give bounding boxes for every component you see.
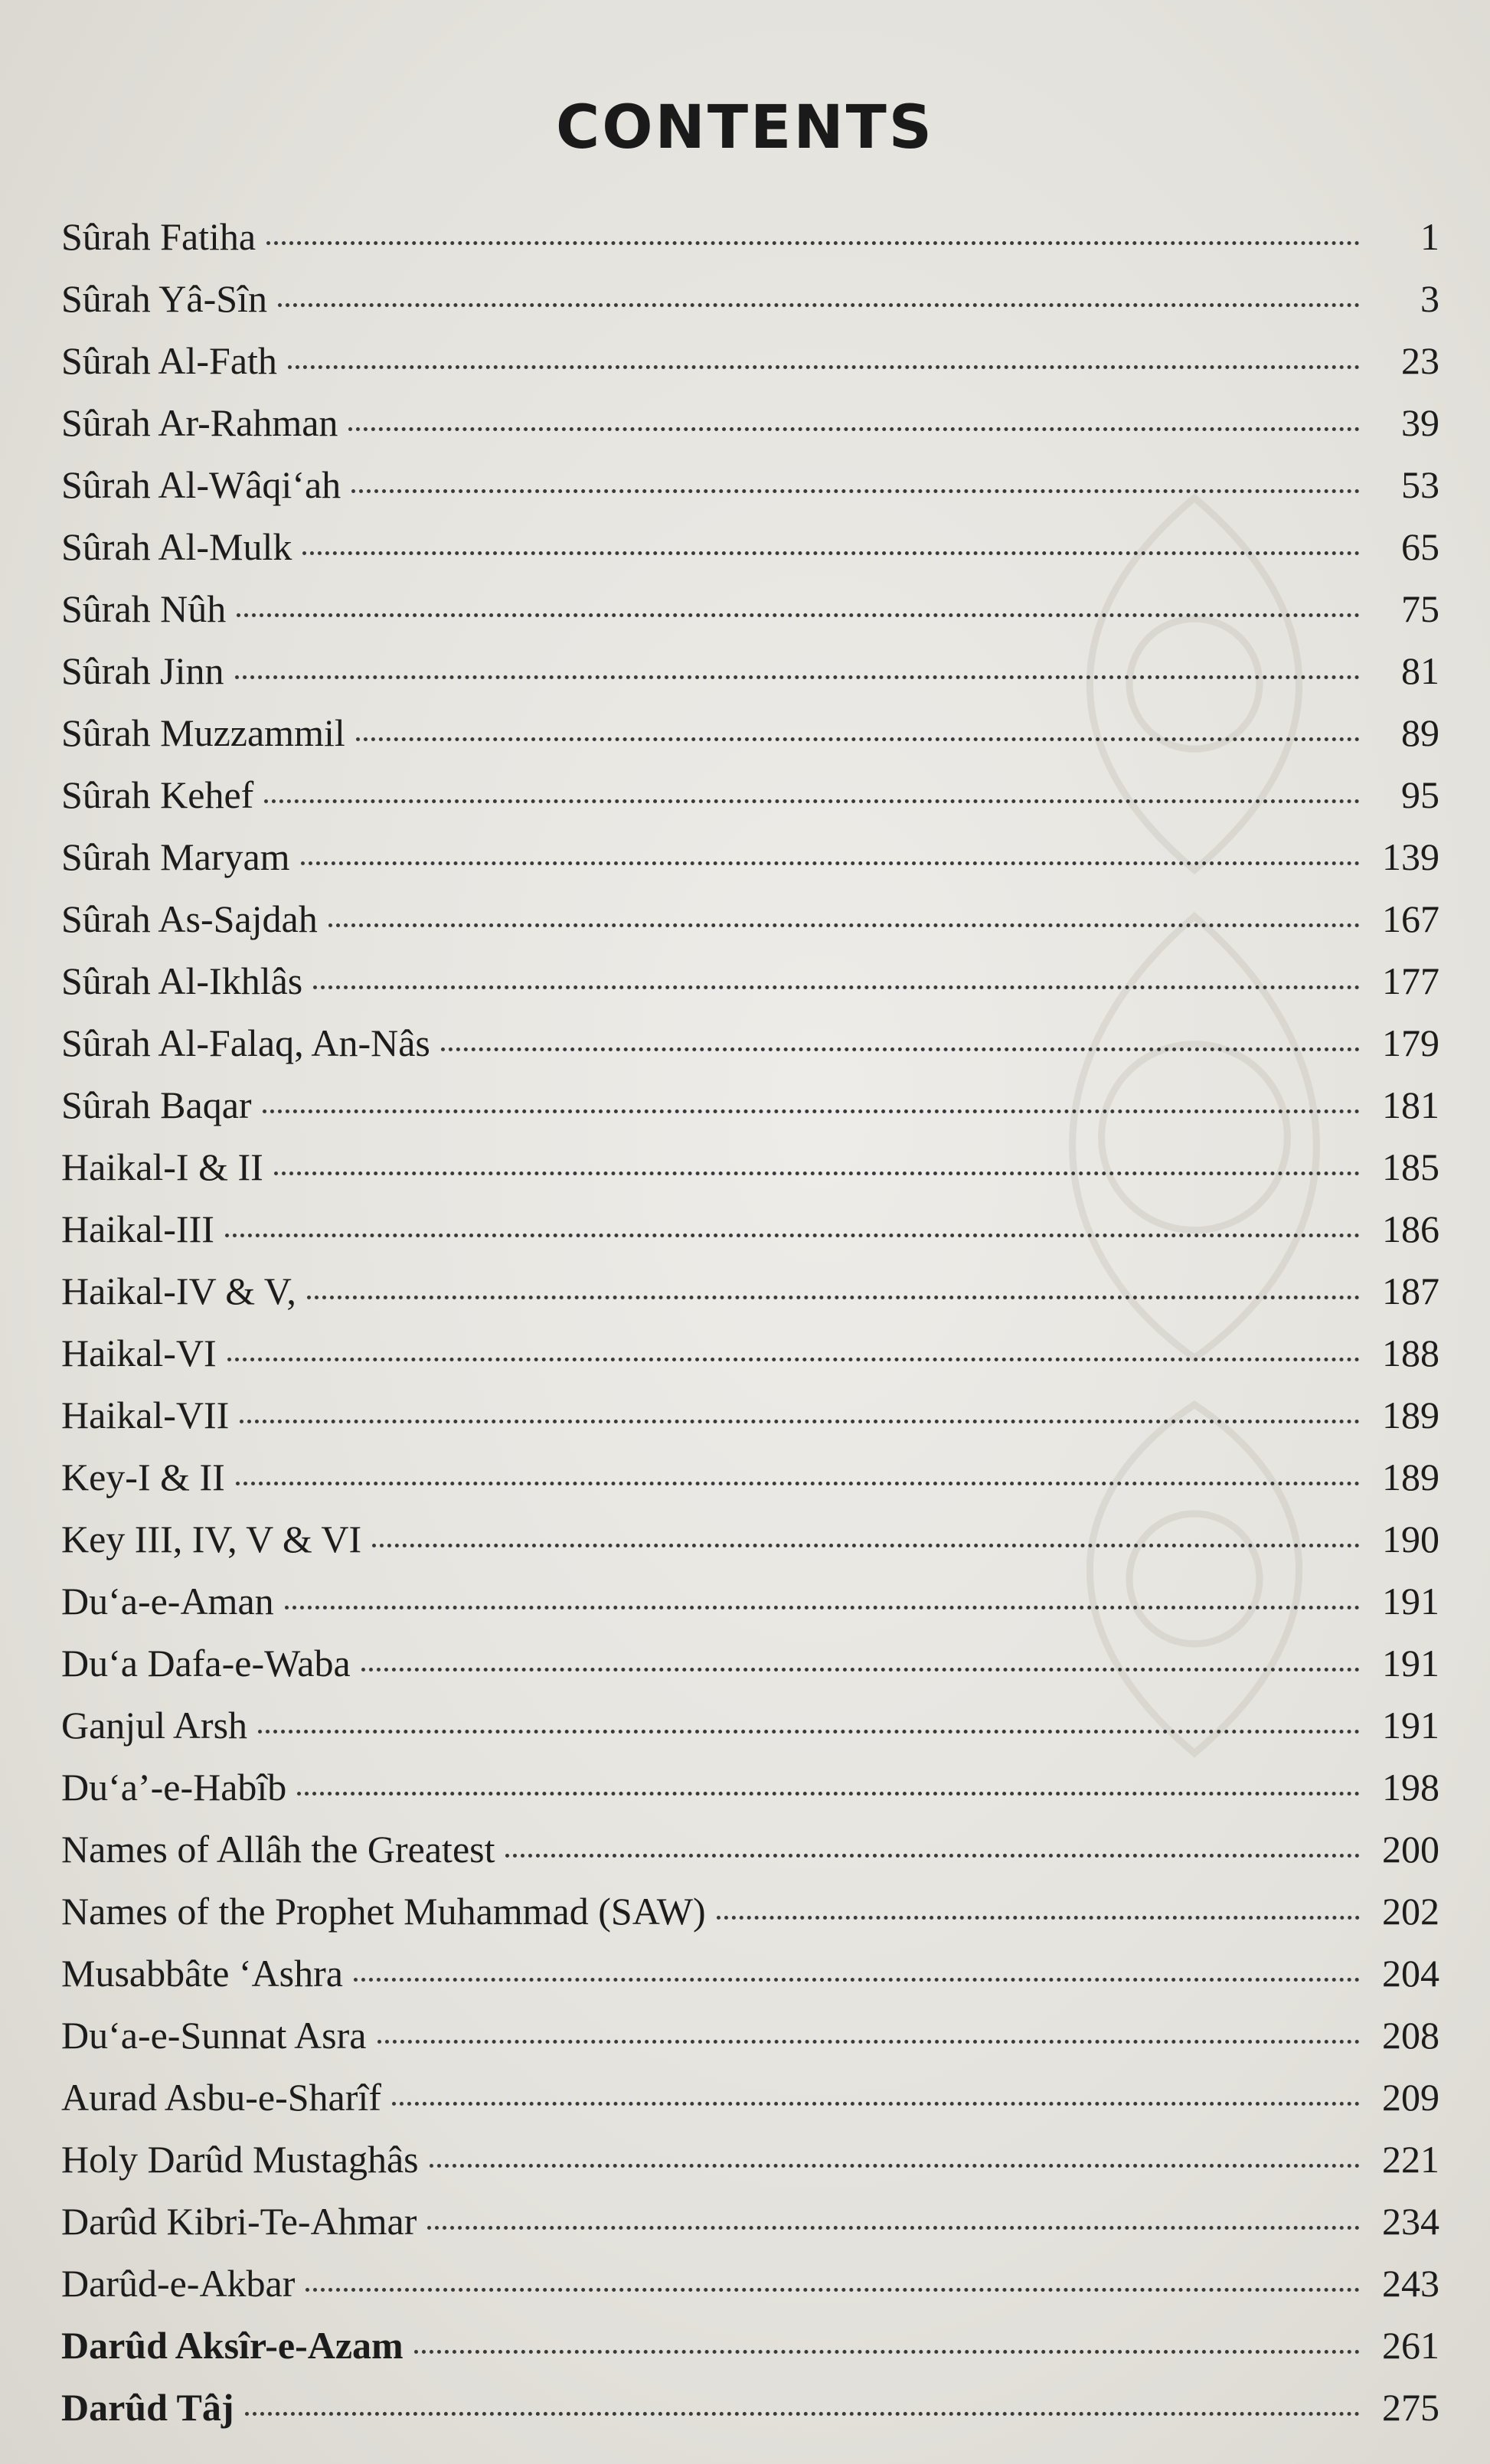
entry-title: Sûrah Yâ-Sîn [61,277,267,320]
entry-page-number: 1 [1420,215,1439,258]
dot-leader [427,2226,1360,2230]
dot-leader [372,1544,1360,1547]
contents-entry [61,1703,1439,1765]
dot-leader [263,1109,1360,1113]
entry-page-number: 187 [1382,1270,1439,1312]
dot-leader [356,737,1360,741]
page-title: CONTENTS [556,93,934,163]
contents-entry [61,1083,1439,1145]
contents-entry [61,1517,1439,1579]
entry-title: Du‘a-e-Aman [61,1580,274,1623]
entry-page-number: 89 [1401,711,1439,754]
dot-leader [354,1978,1360,1982]
contents-entry [61,1889,1439,1951]
contents-entry [61,587,1439,649]
entry-page-number: 3 [1420,277,1439,320]
entry-title: Sûrah Al-Fath [61,339,277,382]
contents-entry [61,1393,1439,1455]
dot-leader [414,2350,1360,2354]
entry-title: Sûrah Al-Ikhlâs [61,959,303,1002]
entry-page-number: 53 [1401,463,1439,506]
entry-title: Haikal-III [61,1207,214,1250]
contents-entry [61,649,1439,711]
contents-entry [61,1951,1439,2013]
entry-page-number: 65 [1401,525,1439,568]
entry-title: Key III, IV, V & VI [61,1518,362,1560]
entry-title: Sûrah Jinn [61,649,224,692]
entry-title: Key-I & II [61,1456,225,1498]
dot-leader [505,1854,1360,1858]
entry-page-number: 261 [1382,2324,1439,2367]
contents-list [61,214,1439,2447]
dot-leader [717,1916,1360,1920]
contents-entry [61,2137,1439,2199]
contents-entry [61,1579,1439,1641]
entry-page-number: 190 [1382,1518,1439,1560]
entry-page-number: 204 [1382,1952,1439,1995]
entry-title: Sûrah Al-Falaq, An-Nâs [61,1021,430,1064]
entry-title: Darûd Kibri-Te-Ahmar [61,2200,417,2243]
entry-title: Sûrah Al-Wâqi‘ah [61,463,341,506]
entry-title: Sûrah Fatiha [61,215,257,258]
entry-page-number: 139 [1382,835,1439,878]
entry-page-number: 221 [1382,2138,1439,2181]
dot-leader [377,2040,1361,2044]
contents-entry [61,214,1439,276]
entry-title: Sûrah Maryam [61,835,290,878]
entry-title: Names of the Prophet Muhammad (SAW) [61,1890,706,1933]
contents-entry [61,276,1439,338]
entry-page-number: 185 [1382,1145,1439,1188]
dot-leader [392,2102,1360,2106]
contents-entry [61,1145,1439,1207]
dot-leader [328,923,1360,927]
entry-title: Du‘a’-e-Habîb [61,1766,287,1809]
dot-leader [240,1420,1360,1423]
contents-entry [61,773,1439,835]
contents-entry [61,897,1439,959]
contents-entry [61,1827,1439,1889]
contents-entry [61,1021,1439,1083]
entry-page-number: 181 [1382,1083,1439,1126]
contents-entry [61,1207,1439,1269]
entry-page-number: 75 [1401,587,1439,630]
dot-leader [236,1482,1360,1485]
entry-title: Sûrah Al-Mulk [61,525,292,568]
entry-page-number: 200 [1382,1828,1439,1871]
contents-entry [61,524,1439,587]
entry-page-number: 209 [1382,2076,1439,2119]
entry-title: Sûrah Ar-Rahman [61,401,338,444]
entry-title: Haikal-VI [61,1332,217,1374]
contents-entry [61,338,1439,400]
contents-entry [61,1269,1439,1331]
dot-leader [264,799,1360,803]
contents-entry [61,2013,1439,2075]
contents-entry [61,462,1439,524]
entry-title: Haikal-I & II [61,1145,263,1188]
dot-leader [301,861,1360,865]
entry-title: Haikal-IV & V, [61,1270,296,1312]
contents-entry [61,400,1439,462]
entry-page-number: 243 [1382,2262,1439,2305]
dot-leader [274,1172,1360,1175]
dot-leader [266,241,1360,245]
entry-page-number: 177 [1382,959,1439,1002]
entry-page-number: 188 [1382,1332,1439,1374]
dot-leader [227,1358,1360,1361]
contents-entry [61,2075,1439,2137]
contents-entry [61,1455,1439,1517]
dot-leader [297,1792,1360,1796]
entry-page-number: 167 [1382,897,1439,940]
entry-title: Sûrah Kehef [61,773,254,816]
entry-title: Du‘a Dafa-e-Waba [61,1642,351,1685]
entry-title: Sûrah Nûh [61,587,227,630]
entry-title: Darûd Aksîr-e-Azam [61,2324,404,2367]
dot-leader [235,675,1361,679]
contents-entry [61,959,1439,1021]
dot-leader [285,1606,1360,1609]
entry-title: Darûd-e-Akbar [61,2262,296,2305]
dot-leader [361,1668,1360,1672]
entry-title: Sûrah Baqar [61,1083,252,1126]
entry-title: Sûrah Muzzammil [61,711,345,754]
entry-page-number: 189 [1382,1394,1439,1436]
entry-page-number: 23 [1401,339,1439,382]
dot-leader [306,2288,1360,2292]
entry-page-number: 179 [1382,1021,1439,1064]
contents-entry [61,835,1439,897]
dot-leader [258,1730,1360,1734]
entry-title: Names of Allâh the Greatest [61,1828,495,1871]
contents-entry [61,2261,1439,2323]
dot-leader [302,551,1360,555]
entry-title: Darûd Tâj [61,2386,234,2429]
contents-entry [61,1331,1439,1393]
contents-entry [61,711,1439,773]
entry-page-number: 186 [1382,1207,1439,1250]
entry-title: Aurad Asbu-e-Sharîf [61,2076,381,2119]
dot-leader [348,427,1360,431]
dot-leader [313,985,1360,989]
entry-title: Musabbâte ‘Ashra [61,1952,343,1995]
entry-page-number: 198 [1382,1766,1439,1809]
entry-page-number: 81 [1401,649,1439,692]
dot-leader [237,613,1360,617]
entry-title: Sûrah As-Sajdah [61,897,318,940]
entry-page-number: 189 [1382,1456,1439,1498]
dot-leader [288,365,1360,369]
contents-entry [61,1641,1439,1703]
entry-title: Ganjul Arsh [61,1704,248,1747]
contents-entry [61,2385,1439,2447]
dot-leader [430,2164,1360,2168]
dot-leader [225,1234,1360,1237]
entry-page-number: 202 [1382,1890,1439,1933]
contents-entry [61,2199,1439,2261]
entry-page-number: 275 [1382,2386,1439,2429]
entry-page-number: 39 [1401,401,1439,444]
entry-page-number: 191 [1382,1580,1439,1623]
dot-leader [307,1296,1360,1299]
entry-title: Du‘a-e-Sunnat Asra [61,2014,367,2057]
contents-entry [61,1765,1439,1827]
dot-leader [351,489,1360,493]
entry-page-number: 234 [1382,2200,1439,2243]
dot-leader [441,1047,1360,1051]
contents-entry [61,2323,1439,2385]
entry-page-number: 95 [1401,773,1439,816]
entry-title: Holy Darûd Mustaghâs [61,2138,419,2181]
entry-page-number: 208 [1382,2014,1439,2057]
dot-leader [245,2412,1360,2416]
entry-page-number: 191 [1382,1704,1439,1747]
entry-page-number: 191 [1382,1642,1439,1685]
dot-leader [278,303,1360,307]
entry-title: Haikal-VII [61,1394,230,1436]
